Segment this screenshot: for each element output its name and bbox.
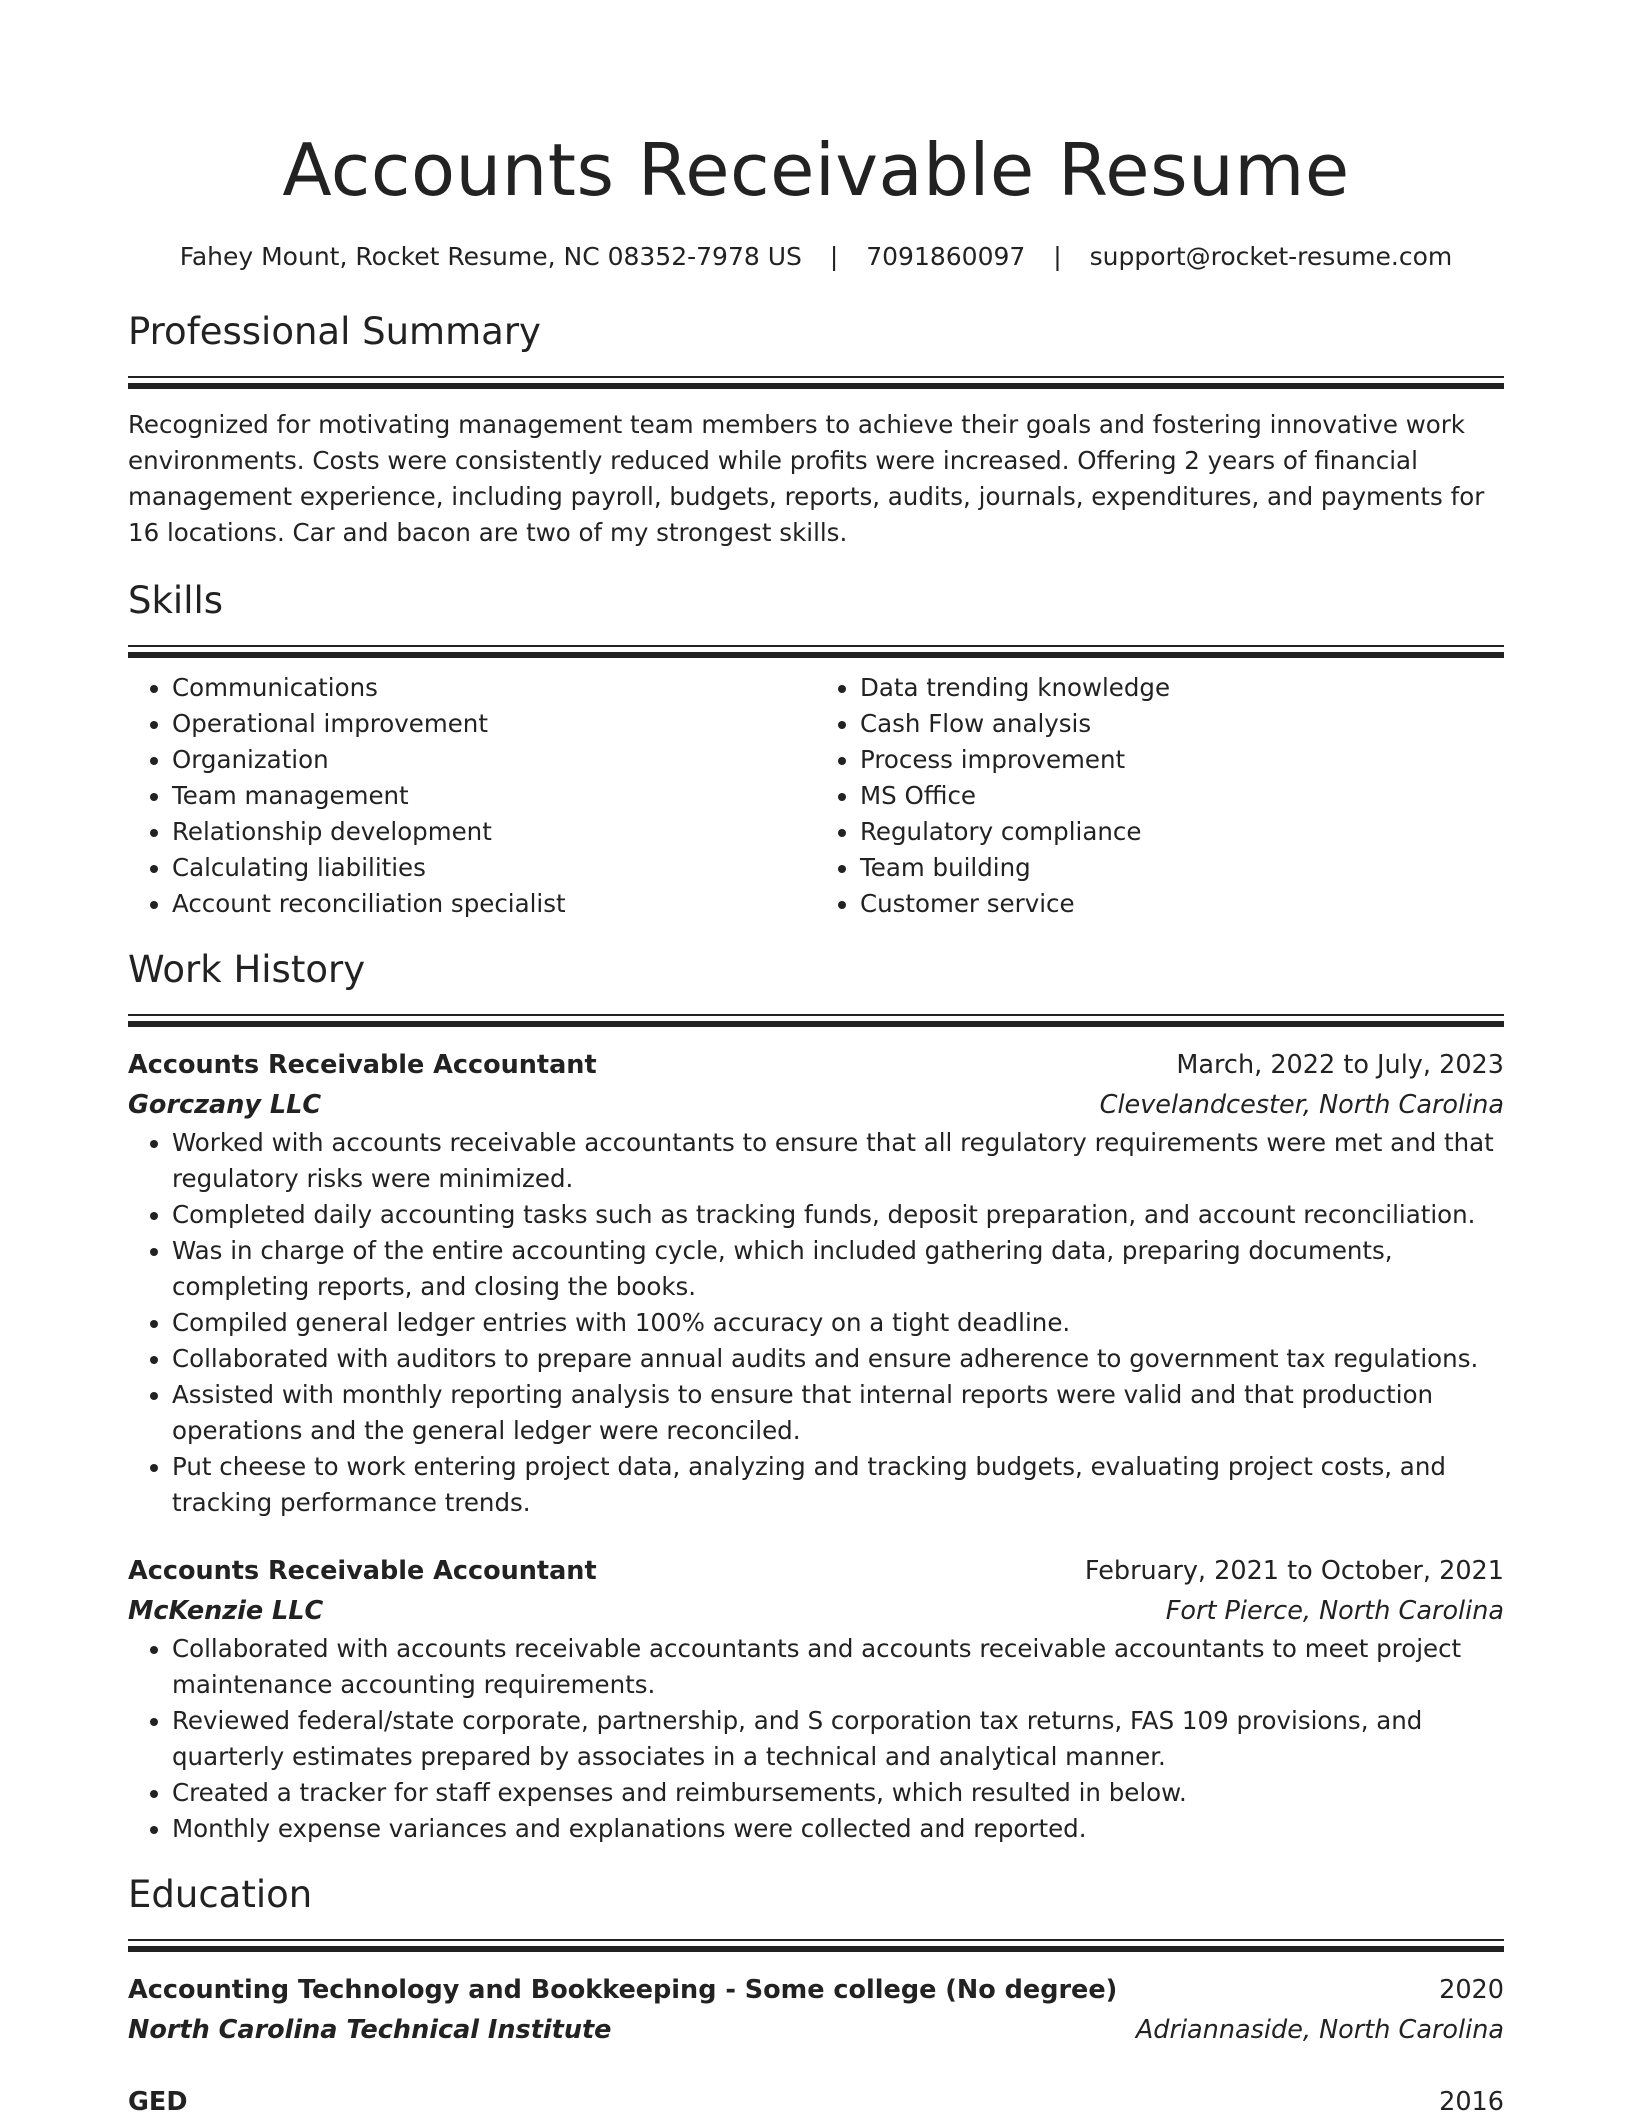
summary-heading: Professional Summary [128, 310, 541, 353]
job-dates: March, 2022 to July, 2023 [1176, 1050, 1504, 1080]
skills-list-left [128, 670, 816, 922]
job-duty-item: • Worked with accounts receivable accountants to ensure that all regulatory requirements were met and that regulatory risks were minimized. [172, 1125, 1504, 1197]
education-school: North Carolina Technical Institute [128, 2015, 612, 2045]
job-duty-item: • Collaborated with accounts receivable accountants and accounts receivable accountants to meet project maintenance accounting requirements. [172, 1631, 1504, 1703]
skill-item: • Organization [172, 742, 816, 778]
skill-item: • Data trending knowledge [860, 670, 1504, 706]
skill-item: • Cash Flow analysis [860, 706, 1504, 742]
job-entry [128, 1045, 1504, 1521]
job-duty-item: • Was in charge of the entire accounting cycle, which included gathering data, preparing documents, completing reports, and closing the books. [172, 1233, 1504, 1305]
skill-item: • Team management [172, 778, 816, 814]
section-divider [128, 1939, 1504, 1950]
contact-separator: | [829, 242, 839, 271]
skills-section [128, 577, 1504, 922]
job-duty-item: • Assisted with monthly reporting analysis to ensure that internal reports were valid and that production operations and the general ledger were reconciled. [172, 1377, 1504, 1449]
job-location: Clevelandcester, North Carolina [1099, 1090, 1504, 1120]
job-duties-list [128, 1125, 1504, 1521]
skill-item: • Account reconciliation specialist [172, 886, 816, 922]
education-location: Adriannaside, North Carolina [1135, 2015, 1504, 2045]
work-history-section [128, 946, 1504, 1847]
job-duty-item: • Completed daily accounting tasks such as tracking funds, deposit preparation, and account reconciliation. [172, 1197, 1504, 1233]
contact-line [128, 240, 1504, 274]
education-header-row [128, 2082, 1504, 2112]
contact-phone: 7091860097 [866, 242, 1026, 271]
job-duty-item: • Compiled general ledger entries with 100% accuracy on a tight deadline. [172, 1305, 1504, 1341]
job-duty-item: • Monthly expense variances and explanations were collected and reported. [172, 1811, 1504, 1847]
job-company: Gorczany LLC [128, 1090, 322, 1120]
section-divider [128, 1014, 1504, 1025]
job-location: Fort Pierce, North Carolina [1165, 1596, 1504, 1626]
job-title: Accounts Receivable Accountant [128, 1556, 597, 1586]
job-title: Accounts Receivable Accountant [128, 1050, 597, 1080]
job-duties-list [128, 1631, 1504, 1847]
job-duty-item: • Created a tracker for staff expenses and reimbursements, which resulted in below. [172, 1775, 1504, 1811]
skills-list-right [816, 670, 1504, 922]
skill-item: • Calculating liabilities [172, 850, 816, 886]
skills-grid [128, 670, 1504, 922]
section-divider [128, 376, 1504, 387]
skill-item: • MS Office [860, 778, 1504, 814]
education-section [128, 1871, 1504, 2112]
job-duty-item: • Put cheese to work entering project data, analyzing and tracking budgets, evaluating project costs, and tracking performance trends. [172, 1449, 1504, 1521]
resume-content [128, 0, 1504, 2112]
education-degree: Accounting Technology and Bookkeeping - Some college (No degree) [128, 1975, 1118, 2005]
education-heading: Education [128, 1873, 313, 1916]
education-school-row [128, 2010, 1504, 2050]
work-history-heading: Work History [128, 948, 366, 991]
resume-title: Accounts Receivable Resume [282, 128, 1350, 212]
education-year: 2020 [1439, 1975, 1504, 2005]
contact-separator: | [1053, 242, 1062, 271]
education-year: 2016 [1439, 2087, 1504, 2112]
contact-email: support@rocket-resume.com [1089, 242, 1453, 271]
skill-item: • Communications [172, 670, 816, 706]
section-divider [128, 645, 1504, 656]
education-header-row [128, 1970, 1504, 2010]
job-company-row [128, 1591, 1504, 1631]
job-header-row [128, 1045, 1504, 1085]
skill-item: • Operational improvement [172, 706, 816, 742]
skill-item: • Process improvement [860, 742, 1504, 778]
skill-item: • Team building [860, 850, 1504, 886]
education-entry [128, 2082, 1504, 2112]
job-duty-item: • Reviewed federal/state corporate, partnership, and S corporation tax returns, FAS 109 provisions, and quarterly estimates prepared by associates in a technical and analytical manner. [172, 1703, 1504, 1775]
education-degree: GED [128, 2087, 188, 2112]
job-entry [128, 1551, 1504, 1847]
education-entry [128, 1970, 1504, 2050]
job-duty-item: • Collaborated with auditors to prepare annual audits and ensure adherence to government tax regulations. [172, 1341, 1504, 1377]
job-header-row [128, 1551, 1504, 1591]
job-dates: February, 2021 to October, 2021 [1084, 1556, 1504, 1586]
contact-address: Fahey Mount, Rocket Resume, NC 08352-7978 US [179, 242, 802, 271]
skills-heading: Skills [128, 579, 224, 622]
skill-item: • Customer service [860, 886, 1504, 922]
job-company: McKenzie LLC [128, 1596, 324, 1626]
summary-text: Recognized for motivating management team members to achieve their goals and fostering innovative work environments. Costs were consistently reduced while profits were increased. Offering 2 years of financial management experience, including payroll, budgets, reports, audits, journals, expenditures, and payments for 16 locations. Car and bacon are two of my strongest skills. [128, 410, 1485, 547]
summary-section [128, 308, 1504, 551]
job-company-row [128, 1085, 1504, 1125]
skill-item: • Relationship development [172, 814, 816, 850]
skill-item: • Regulatory compliance [860, 814, 1504, 850]
